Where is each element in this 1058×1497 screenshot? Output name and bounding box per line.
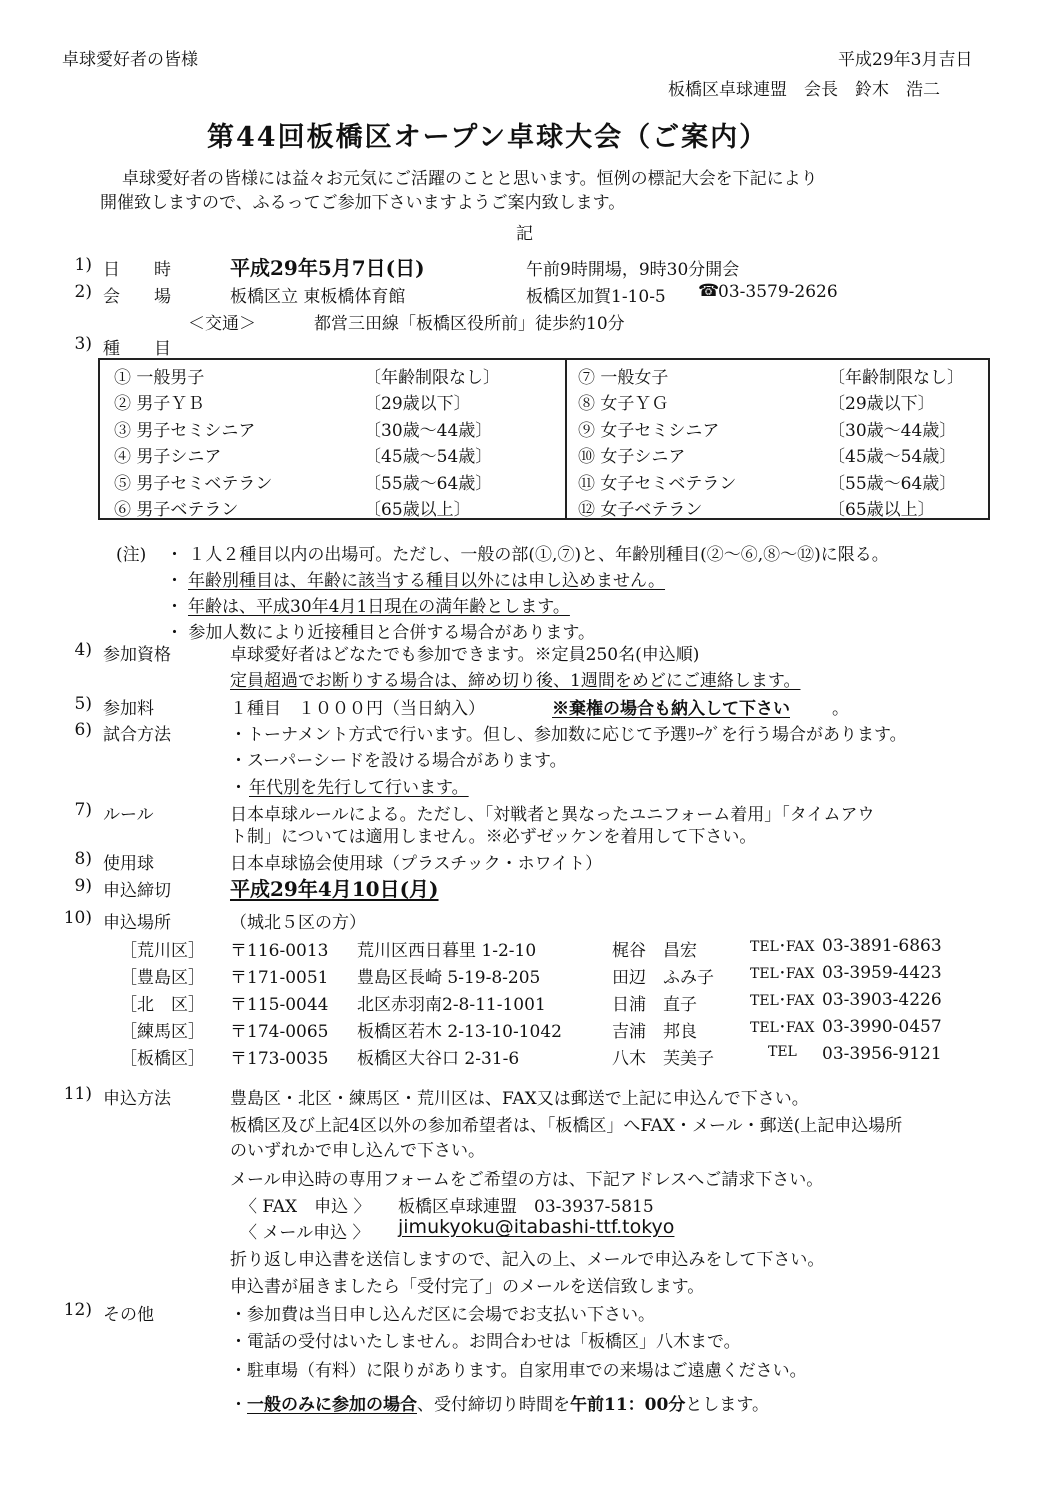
page-title: 第44回板橋区オープン卓球大会（ご案内） [207, 122, 769, 153]
note-2: 年齢別種目は、年齢に該当する種目以外には申し込めません。 [188, 571, 666, 591]
venue-phone: 03-3579-2626 [718, 282, 838, 302]
section-8-label: 使用球 [103, 854, 154, 874]
rules-line-2: ト制」については適用しません。※必ずゼッケンを着用して下さい。 [230, 827, 757, 847]
event-men-2: ② 男子ＹＢ [114, 394, 205, 414]
office-ward: ［荒川区］ [120, 941, 205, 961]
other-line-4-bullet: ・ [230, 1395, 247, 1415]
section-9-label: 申込締切 [103, 881, 171, 901]
note-1: ・ １人２種目以内の出場可。ただし、一般の部(①,⑦)と、年齢別種目(②〜⑥,⑧〜⑫)に限る。 [166, 545, 889, 565]
addressee: 卓球愛好者の皆様 [62, 50, 198, 70]
event-men-6-age: 〔65歳以上〕 [364, 500, 471, 520]
event-men-1-age: 〔年齢制限なし〕 [364, 368, 500, 388]
note-3: 年齢は、平成30年4月1日現在の満年齢とします。 [188, 597, 570, 617]
section-4-number: 4) [74, 640, 92, 660]
section-7-number: 7) [74, 800, 92, 820]
event-men-3-age: 〔30歳〜44歳〕 [364, 421, 493, 441]
rules-line-1: 日本卓球ルールによる。ただし、「対戦者と異なったユニフォーム着用」「タイムアウ [230, 805, 875, 825]
match-format-1: ・トーナメント方式で行います。但し、参加数に応じて予選ﾘｰｸﾞを行う場合があります。 [230, 725, 907, 745]
section-4-label: 参加資格 [103, 645, 171, 665]
event-women-5-age: 〔55歳〜64歳〕 [828, 474, 957, 494]
match-format-3-bullet: ・ [230, 778, 247, 798]
office-person: 日浦 直子 [612, 995, 697, 1015]
section-6-label: 試合方法 [103, 725, 171, 745]
match-format-3: 年代別を先行して行います。 [249, 778, 469, 798]
match-format-2: ・スーパーシードを設ける場合があります。 [230, 751, 567, 771]
method-line-5: 折り返し申込書を送信しますので、記入の上、メールで申込みをして下さい。 [230, 1250, 825, 1270]
fee-note: ※棄権の場合も納入して下さい [552, 699, 790, 719]
office-contact-type: TEL･FAX [750, 966, 815, 982]
access-info: 都営三田線「板橋区役所前」徒歩約10分 [314, 314, 625, 334]
intro-line-1: 卓球愛好者の皆様には益々お元気にご活躍のことと思います。恒例の標記大会を下記により [122, 169, 818, 189]
sender: 板橋区卓球連盟 会長 鈴木 浩二 [668, 80, 940, 100]
entry-fee: １種目 １０００円（当日納入） [230, 699, 485, 719]
office-contact-type: TEL･FAX [750, 1020, 815, 1036]
venue-name: 板橋区立 東板橋体育館 [230, 287, 406, 307]
other-line-4 [230, 1390, 769, 1415]
event-men-4: ④ 男子シニア [114, 447, 222, 467]
other-line-4-end: とします。 [685, 1395, 769, 1415]
office-phone: 03-3891-6863 [822, 936, 942, 956]
note-4: ・ 参加人数により近接種目と合併する場合があります。 [166, 623, 596, 643]
other-line-4-emphasis: 一般のみに参加の場合 [247, 1395, 417, 1415]
section-8-number: 8) [74, 849, 92, 869]
office-person: 梶谷 昌宏 [612, 941, 697, 961]
mail-label: 〈 メール申込 〉 [240, 1223, 370, 1243]
section-9-number: 9) [74, 876, 92, 896]
note-3-bullet: ・ [166, 597, 183, 617]
event-men-4-age: 〔45歳〜54歳〕 [364, 447, 493, 467]
eligibility-line-1: 卓球愛好者はどなたでも参加できます。※定員250名(申込順) [230, 645, 700, 665]
application-area: （城北５区の方） [230, 913, 366, 933]
office-phone: 03-3990-0457 [822, 1017, 942, 1037]
event-time: 午前9時開場，9時30分開会 [526, 260, 740, 280]
office-person: 吉浦 邦良 [612, 1022, 697, 1042]
section-2-number: 2) [74, 282, 92, 302]
fax-number: 板橋区卓球連盟 03-3937-5815 [398, 1197, 654, 1217]
office-zip: 〒115-0044 [230, 995, 329, 1015]
other-line-4-time: 午前11：00分 [570, 1395, 686, 1415]
office-ward: ［練馬区］ [120, 1022, 205, 1042]
section-11-number: 11) [63, 1084, 92, 1104]
event-women-1-age: 〔年齢制限なし〕 [828, 368, 964, 388]
office-person: 八木 芙美子 [612, 1049, 714, 1069]
section-5-label: 参加料 [103, 699, 154, 719]
office-phone: 03-3903-4226 [822, 990, 942, 1010]
event-men-1: ① 一般男子 [114, 368, 205, 388]
contact-email-link[interactable]: jimukyoku@itabashi-ttf.tokyo [398, 1216, 675, 1238]
section-12-label: その他 [103, 1305, 154, 1325]
other-line-1: ・参加費は当日申し込んだ区に会場でお支払い下さい。 [230, 1305, 655, 1325]
note-2-bullet: ・ [166, 571, 183, 591]
office-zip: 〒116-0013 [230, 941, 329, 961]
office-address: 荒川区西日暮里 1-2-10 [357, 941, 537, 961]
office-phone: 03-3959-4423 [822, 963, 942, 983]
event-women-3-age: 〔30歳〜44歳〕 [828, 421, 957, 441]
event-women-4-age: 〔45歳〜54歳〕 [828, 447, 957, 467]
office-address: 北区赤羽南2-8-11-1001 [357, 995, 546, 1015]
phone-icon: ☎ [698, 281, 720, 301]
event-women-2: ⑧ 女子ＹＧ [578, 394, 669, 414]
office-zip: 〒173-0035 [230, 1049, 329, 1069]
other-line-3: ・駐車場（有料）に限りがあります。自家用車での来場はご遠慮ください。 [230, 1361, 807, 1381]
event-women-2-age: 〔29歳以下〕 [828, 394, 935, 414]
event-date: 平成29年5月7日(日) [230, 256, 425, 280]
event-women-5: ⑪ 女子セミベテラン [578, 474, 737, 494]
method-line-1: 豊島区・北区・練馬区・荒川区は、FAX又は郵送で上記に申込んで下さい。 [230, 1089, 809, 1109]
event-men-5: ⑤ 男子セミベテラン [114, 474, 273, 494]
office-phone: 03-3956-9121 [822, 1044, 942, 1064]
access-label: ＜交通＞ [188, 314, 256, 334]
office-ward: ［板橋区］ [120, 1049, 205, 1069]
fax-label: 〈 FAX 申込 〉 [240, 1197, 371, 1217]
event-men-3: ③ 男子セミシニア [114, 421, 256, 441]
office-address: 板橋区若木 2-13-10-1042 [357, 1022, 562, 1042]
ki-marker: 記 [516, 224, 533, 244]
section-1-label: 日 時 [103, 260, 171, 280]
event-women-1: ⑦ 一般女子 [578, 368, 669, 388]
other-line-4-text: 、受付締切り時間を [417, 1395, 570, 1415]
method-line-4: メール申込時の専用フォームをご希望の方は、下記アドレスへご請求下さい。 [230, 1170, 824, 1190]
events-table-divider [565, 358, 567, 520]
office-contact-type: TEL･FAX [750, 993, 815, 1009]
notes-label: (注) [116, 545, 147, 565]
office-address: 板橋区大谷口 2-31-6 [357, 1049, 520, 1069]
event-women-6: ⑫ 女子ベテラン [578, 500, 703, 520]
event-women-3: ⑨ 女子セミシニア [578, 421, 720, 441]
section-2-label: 会 場 [103, 287, 171, 307]
office-ward: ［北 区］ [120, 995, 205, 1015]
office-contact-type: TEL [768, 1044, 797, 1060]
section-1-number: 1) [74, 255, 92, 275]
event-women-6-age: 〔65歳以上〕 [828, 500, 935, 520]
other-line-2: ・電話の受付はいたしません。お問合わせは「板橋区」八木まで。 [230, 1332, 741, 1352]
office-ward: ［豊島区］ [120, 968, 205, 988]
method-line-2: 板橋区及び上記4区以外の参加希望者は、「板橋区」へFAX・メール・郵送(上記申込場所 [230, 1116, 903, 1136]
section-10-label: 申込場所 [103, 913, 171, 933]
event-men-5-age: 〔55歳〜64歳〕 [364, 474, 493, 494]
intro-line-2: 開催致しますので、ふるってご参加下さいますようご案内致します。 [100, 193, 626, 213]
issue-date: 平成29年3月吉日 [838, 50, 973, 70]
event-women-4: ⑩ 女子シニア [578, 447, 686, 467]
deadline-date: 平成29年4月10日(月) [230, 877, 439, 901]
eligibility-line-2: 定員超過でお断りする場合は、締め切り後、1週間をめどにご連絡します。 [230, 671, 801, 691]
section-3-label: 種 目 [103, 339, 171, 359]
section-10-number: 10) [63, 908, 92, 928]
section-7-label: ルール [103, 805, 154, 825]
office-address: 豊島区長崎 5-19-8-205 [357, 968, 541, 988]
fee-note-end: 。 [832, 699, 849, 719]
office-person: 田辺 ふみ子 [612, 968, 714, 988]
event-men-6: ⑥ 男子ベテラン [114, 500, 239, 520]
office-zip: 〒174-0065 [230, 1022, 329, 1042]
section-11-label: 申込方法 [103, 1089, 171, 1109]
section-3-number: 3) [74, 334, 92, 354]
method-line-3: のいずれかで申し込んで下さい。 [230, 1141, 485, 1161]
office-zip: 〒171-0051 [230, 968, 329, 988]
method-line-6: 申込書が届きましたら「受付完了」のメールを送信致します。 [230, 1277, 705, 1297]
section-12-number: 12) [63, 1300, 92, 1320]
section-5-number: 5) [74, 694, 92, 714]
venue-address: 板橋区加賀1-10-5 [526, 287, 666, 307]
office-contact-type: TEL･FAX [750, 939, 815, 955]
section-6-number: 6) [74, 720, 92, 740]
event-men-2-age: 〔29歳以下〕 [364, 394, 471, 414]
ball-spec: 日本卓球協会使用球（プラスチック・ホワイト） [230, 854, 603, 874]
